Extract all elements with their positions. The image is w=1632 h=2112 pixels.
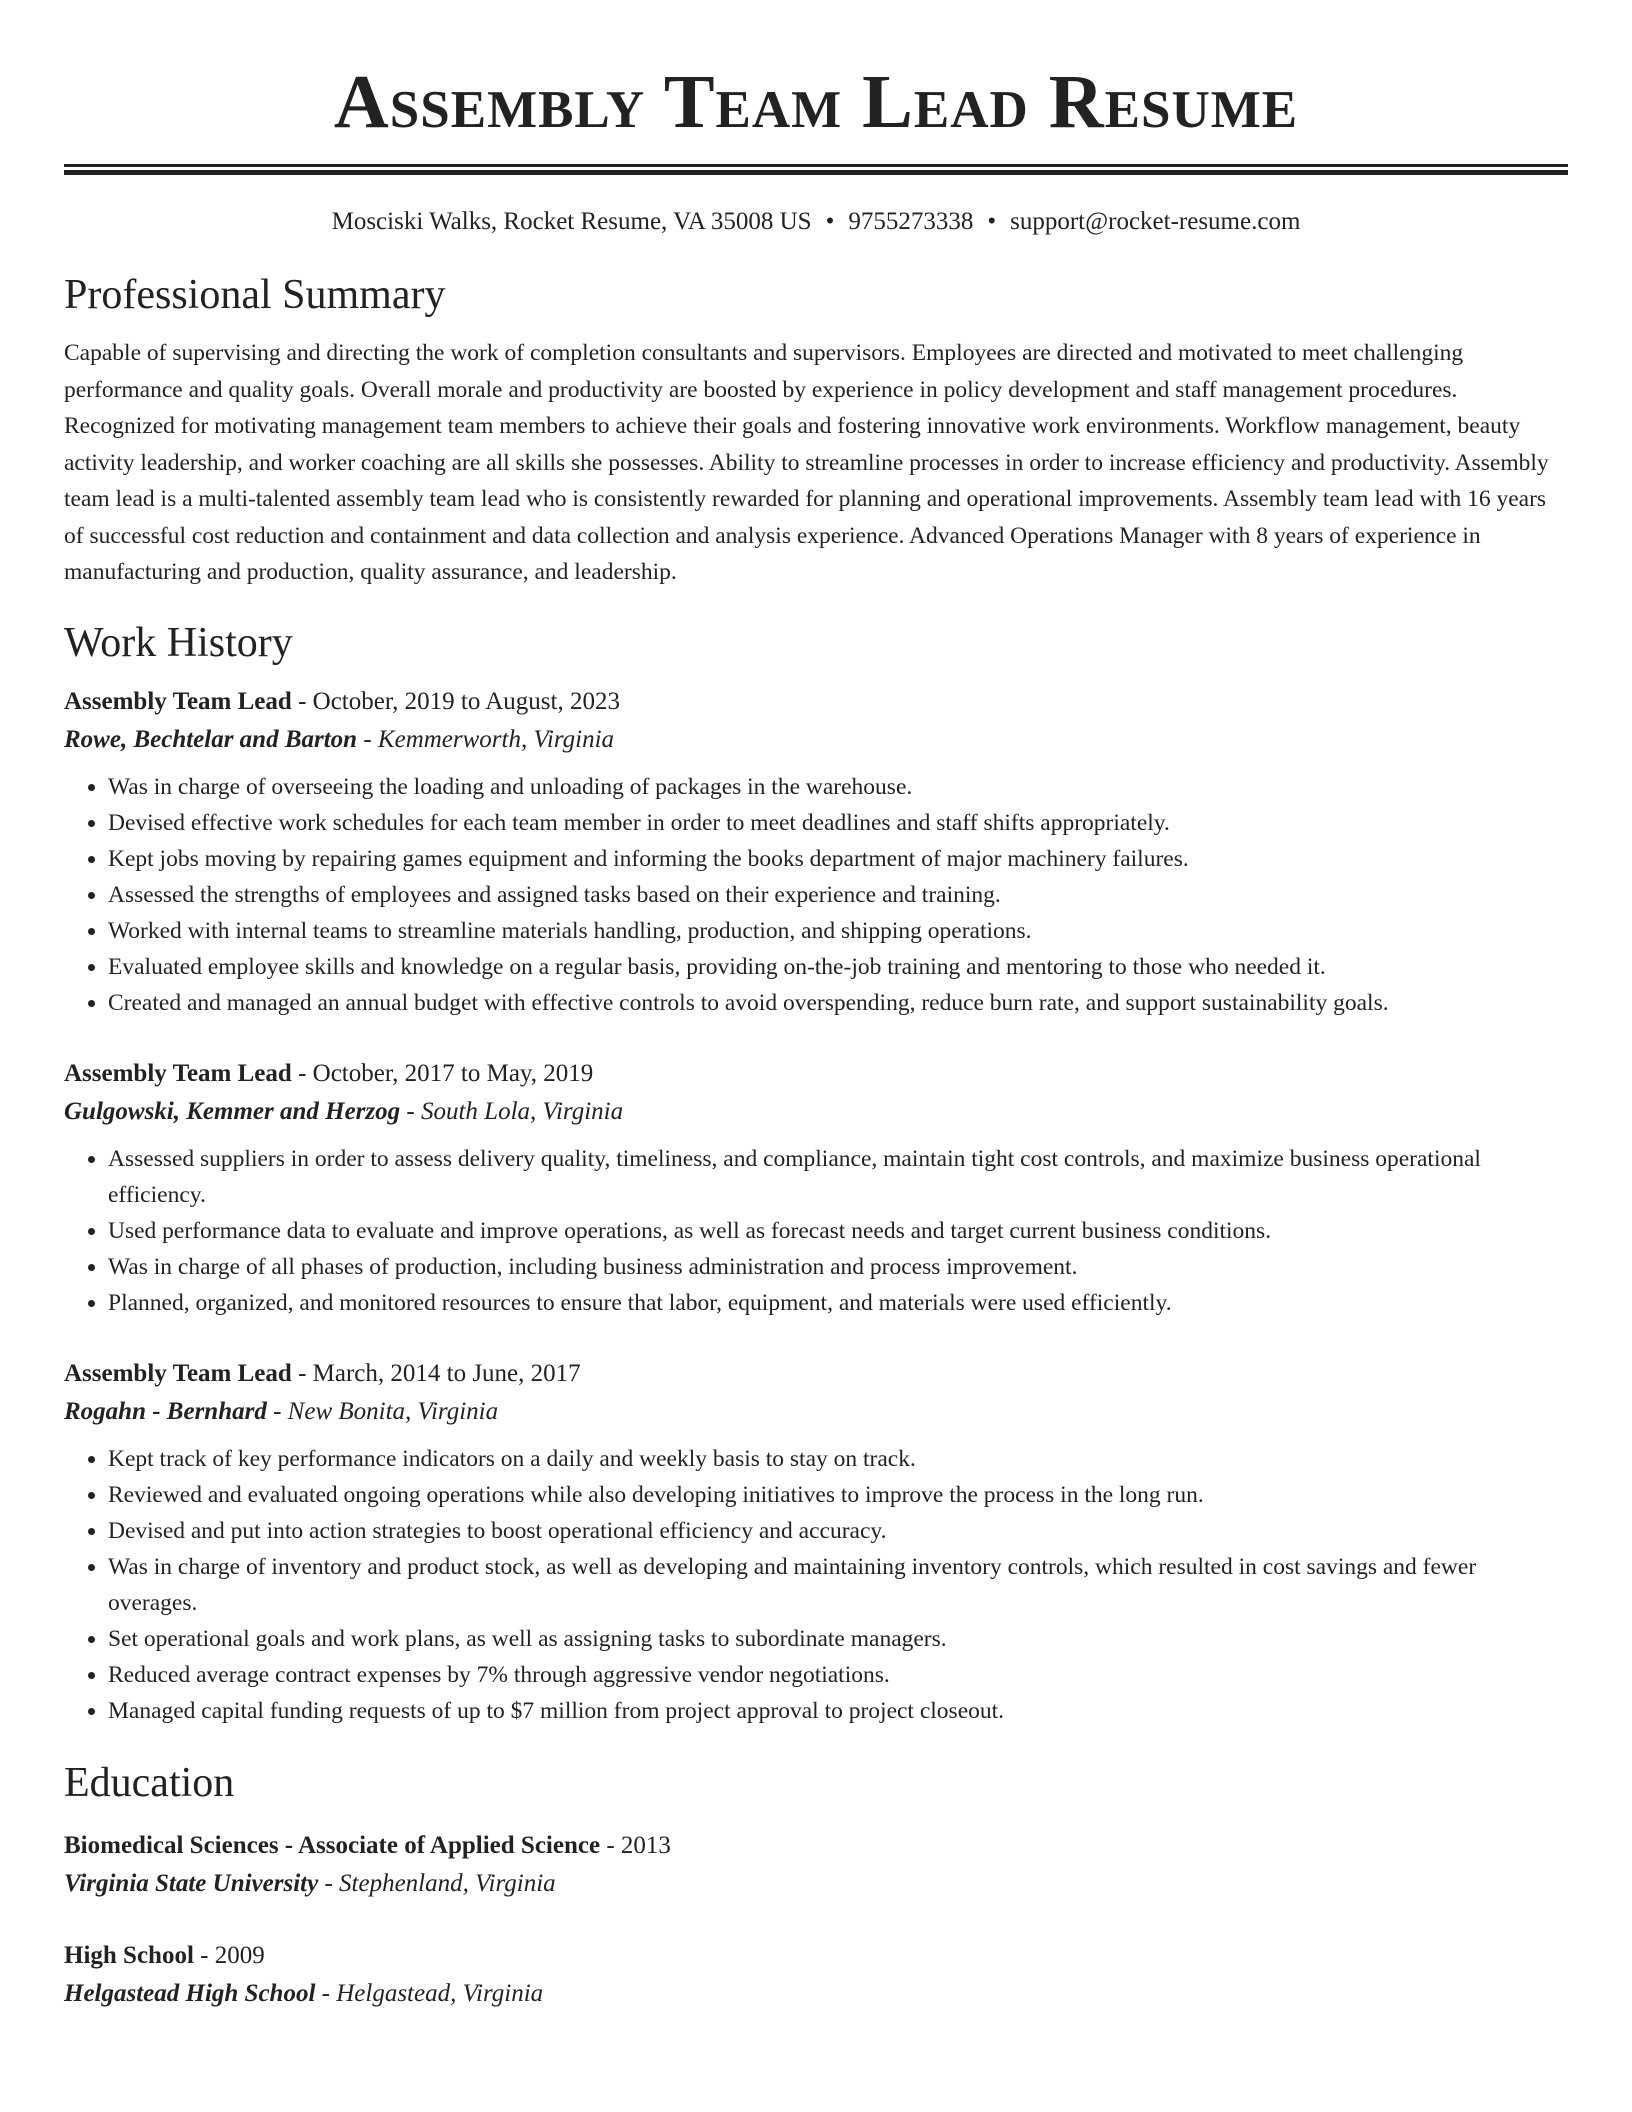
job-title-line: [64, 1055, 1568, 1093]
job-dates: - October, 2017 to May, 2019: [291, 1059, 594, 1087]
education-degree: High School: [64, 1941, 194, 1969]
summary-heading: Professional Summary: [64, 272, 446, 318]
job-bullet: • Was in charge of inventory and product stock, as well as developing and maintaining inventory controls, which resulted in cost savings and fewer overages.: [108, 1549, 1568, 1621]
job-bullet: • Was in charge of all phases of production, including business administration and process improvement.: [108, 1249, 1568, 1285]
job-entry: [64, 1055, 1568, 1321]
education-degree-line: [64, 1937, 1568, 1975]
job-bullet: • Devised effective work schedules for each team member in order to meet deadlines and staff shifts appropriately.: [108, 805, 1568, 841]
job-company-line: [64, 1393, 1568, 1431]
job-location: - New Bonita, Virginia: [266, 1397, 499, 1425]
contact-separator: •: [987, 208, 997, 235]
job-title: Assembly Team Lead: [64, 1359, 292, 1387]
education-degree-line: [64, 1827, 1568, 1865]
job-entry: [64, 683, 1568, 1021]
contact-email: support@rocket-resume.com: [1010, 208, 1301, 235]
job-title-line: [64, 1355, 1568, 1393]
job-company-line: [64, 1093, 1568, 1131]
education-degree: Biomedical Sciences - Associate of Applied Science: [64, 1831, 601, 1859]
contact-phone: 9755273338: [848, 208, 974, 235]
job-bullet: • Assessed suppliers in order to assess delivery quality, timeliness, and compliance, maintain tight cost controls, and maximize business operational efficiency.: [108, 1141, 1568, 1213]
job-bullet-list: [64, 769, 1568, 1021]
job-company: Rowe, Bechtelar and Barton: [64, 725, 358, 753]
education-entry: [64, 1827, 1568, 1903]
education-location: - Stephenland, Virginia: [318, 1869, 556, 1897]
education-location: - Helgastead, Virginia: [315, 1979, 544, 2007]
contact-separator: •: [825, 208, 835, 235]
job-bullet-list: [64, 1141, 1568, 1321]
contact-address: Mosciski Walks, Rocket Resume, VA 35008 US: [331, 208, 812, 235]
education-entry: [64, 1937, 1568, 2013]
job-bullet: • Was in charge of overseeing the loading and unloading of packages in the warehouse.: [108, 769, 1568, 805]
education-heading: Education: [64, 1759, 235, 1806]
job-bullet: • Evaluated employee skills and knowledge on a regular basis, providing on-the-job training and mentoring to those who needed it.: [108, 949, 1568, 985]
job-bullet: • Managed capital funding requests of up to $7 million from project approval to project closeout.: [108, 1693, 1568, 1729]
job-bullet: • Created and managed an annual budget with effective controls to avoid overspending, reduce burn rate, and support sustainability goals.: [108, 985, 1568, 1021]
job-dates: - October, 2019 to August, 2023: [291, 687, 620, 715]
page-title: Assembly Team Lead Resume: [333, 60, 1299, 144]
job-bullet: • Reduced average contract expenses by 7% through aggressive vendor negotiations.: [108, 1657, 1568, 1693]
education-school: Virginia State University: [64, 1869, 319, 1897]
education-school-line: [64, 1865, 1568, 1903]
job-bullet: • Worked with internal teams to streamline materials handling, production, and shipping operations.: [108, 913, 1568, 949]
job-bullet: • Used performance data to evaluate and improve operations, as well as forecast needs and target current business conditions.: [108, 1213, 1568, 1249]
education-school-line: [64, 1975, 1568, 2013]
job-title: Assembly Team Lead: [64, 687, 292, 715]
education-year: - 2009: [193, 1941, 265, 1969]
work-history-heading: Work History: [64, 619, 293, 666]
job-company-line: [64, 721, 1568, 759]
job-company: Rogahn - Bernhard: [64, 1397, 267, 1425]
education-section: [64, 1757, 1568, 2013]
job-bullet: • Reviewed and evaluated ongoing operations while also developing initiatives to improve the process in the long run.: [108, 1477, 1568, 1513]
education-year: - 2013: [600, 1831, 671, 1859]
job-title-line: [64, 683, 1568, 721]
job-bullet-list: [64, 1441, 1568, 1729]
job-bullet: • Set operational goals and work plans, as well as assigning tasks to subordinate managers.: [108, 1621, 1568, 1657]
work-history-section: [64, 617, 1568, 1729]
job-location: - Kemmerworth, Virginia: [357, 725, 615, 753]
education-school: Helgastead High School: [64, 1979, 316, 2007]
job-bullet: • Kept track of key performance indicators on a daily and weekly basis to stay on track.: [108, 1441, 1568, 1477]
job-bullet: • Kept jobs moving by repairing games equipment and informing the books department of major machinery failures.: [108, 841, 1568, 877]
job-bullet: • Devised and put into action strategies to boost operational efficiency and accuracy.: [108, 1513, 1568, 1549]
job-dates: - March, 2014 to June, 2017: [291, 1359, 581, 1387]
job-entry: [64, 1355, 1568, 1729]
contact-line: [64, 207, 1568, 237]
summary-section: [64, 269, 1568, 591]
job-bullet: • Planned, organized, and monitored resources to ensure that labor, equipment, and materials were used efficiently.: [108, 1285, 1568, 1321]
job-bullet: • Assessed the strengths of employees and assigned tasks based on their experience and training.: [108, 877, 1568, 913]
job-location: - South Lola, Virginia: [400, 1097, 624, 1125]
job-title: Assembly Team Lead: [64, 1059, 292, 1087]
job-company: Gulgowski, Kemmer and Herzog: [64, 1097, 401, 1125]
summary-text: Capable of supervising and directing the work of completion consultants and supervisors. Employees are directed and motivated to meet challenging performance and quality goals. Overall morale and productivity are boosted by experience in policy development and staff management procedures. Recognized for motivating management team members to achieve their goals and fostering innovative work environments. Workflow management, beauty activity leadership, and worker coaching are all skills she possesses. Ability to streamline processes in order to increase efficiency and productivity. Assembly team lead is a multi-talented assembly team lead who is consistently rewarded for planning and operational improvements. Assembly team lead with 16 years of successful cost reduction and containment and data collection and analysis experience. Advanced Operations Manager with 8 years of experience in manufacturing and production, quality assurance, and leadership.: [64, 340, 1549, 585]
title-divider: [64, 164, 1568, 175]
